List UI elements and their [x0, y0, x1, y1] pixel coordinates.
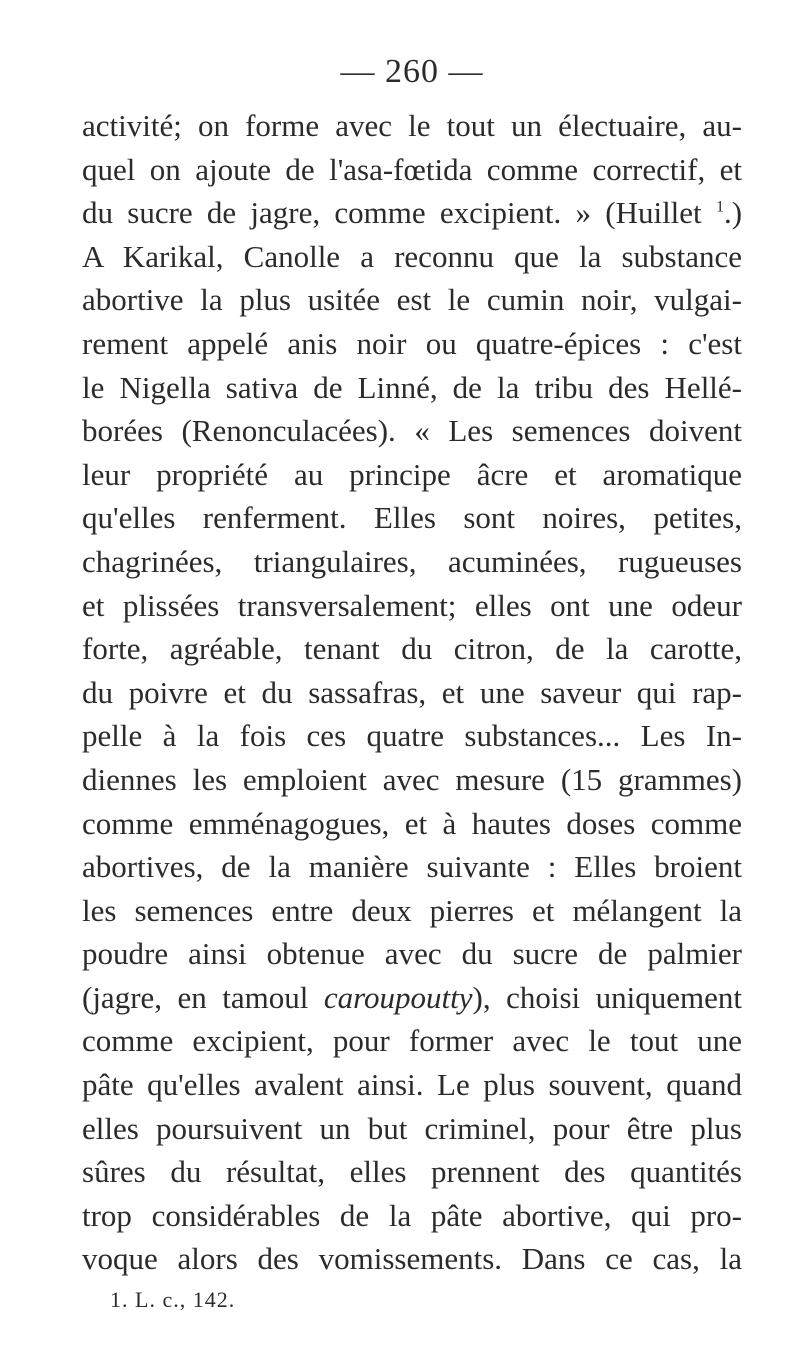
- text-line: elles poursuivent un but criminel, pour être plus: [82, 1110, 742, 1146]
- text-line: forte, agréable, tenant du citron, de la carotte,: [82, 631, 742, 667]
- text-line: borées (Renonculacées). « Les semences doivent: [82, 413, 742, 449]
- text-line-part: .): [723, 195, 743, 231]
- text-line-part: du sucre de jagre, comme excipient. » (Huillet: [82, 195, 702, 231]
- text-line: [82, 191, 742, 235]
- text-line: sûres du résultat, elles prennent des quantités: [82, 1154, 742, 1190]
- text-line: chagrinées, triangulaires, acuminées, rugueuses: [82, 543, 742, 579]
- text-line: activité; on forme avec le tout un électuaire, au-: [82, 108, 742, 143]
- text-line: voque alors des vomissements. Dans ce cas, la: [82, 1241, 742, 1277]
- text-line: et plissées transversalement; elles ont une odeur: [82, 587, 742, 623]
- text-line: du poivre et du sassafras, et une saveur qui rap-: [82, 674, 742, 710]
- text-line: quel on ajoute de l'asa-fœtida comme correctif, et: [82, 151, 742, 187]
- text-line: qu'elles renferment. Elles sont noires, petites,: [82, 500, 742, 536]
- text-line: les semences entre deux pierres et mélangent la: [82, 892, 742, 928]
- text-line: diennes les emploient avec mesure (15 grammes): [82, 761, 742, 797]
- text-line: A Karikal, Canolle a reconnu que la substance: [82, 238, 742, 274]
- text-line: trop considérables de la pâte abortive, qui pro-: [82, 1197, 742, 1233]
- text-line: rement appelé anis noir ou quatre-épices : c'est: [82, 325, 742, 361]
- text-line: pelle à la fois ces quatre substances... Les In-: [82, 718, 742, 754]
- text-line: abortive la plus usitée est le cumin noir, vulgai-: [82, 282, 742, 318]
- text-line: le Nigella sativa de Linné, de la tribu des Hellé-: [82, 369, 742, 405]
- text-line-part: ), choisi uniquement: [472, 979, 743, 1015]
- text-line: pâte qu'elles avalent ainsi. Le plus souvent, quand: [82, 1067, 742, 1103]
- page-number: — 260 —: [340, 53, 484, 90]
- text-line: comme emménagogues, et à hautes doses comme: [82, 805, 742, 841]
- italic-term: caroupoutty: [323, 979, 473, 1015]
- footnote-marker: 1: [715, 198, 724, 216]
- text-line: poudre ainsi obtenue avec du sucre de palmier: [82, 936, 742, 972]
- text-line: abortives, de la manière suivante : Elles broient: [82, 849, 742, 885]
- page: [82, 52, 742, 1315]
- text-line: comme excipient, pour former avec le tout une: [82, 1023, 742, 1059]
- text-line-part: (jagre, en tamoul: [82, 979, 309, 1015]
- body-text: [82, 104, 742, 1281]
- text-line: [82, 976, 742, 1020]
- text-line: leur propriété au principe âcre et aromatique: [82, 456, 742, 492]
- footnote: 1. L. c., 142.: [110, 1287, 236, 1313]
